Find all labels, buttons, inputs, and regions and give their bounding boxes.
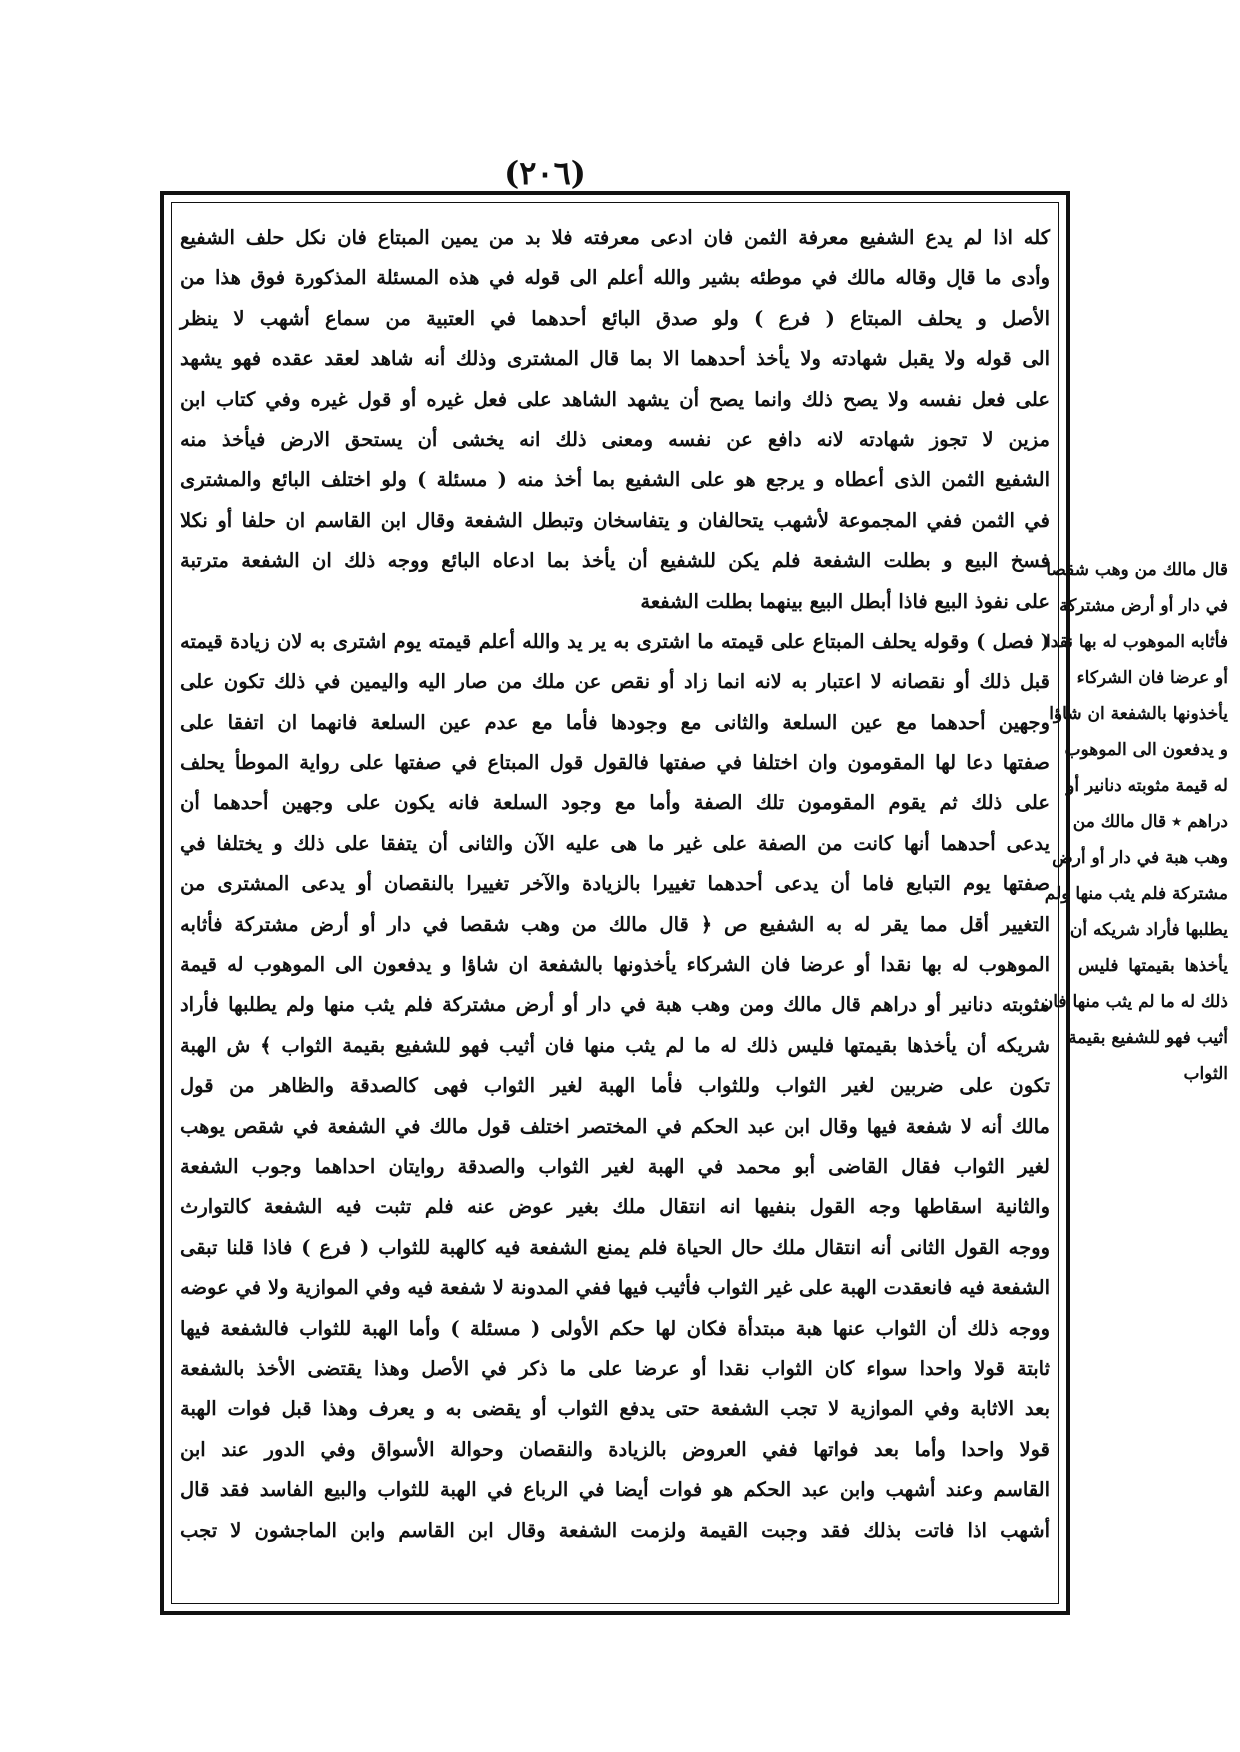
text-line: مالك أنه لا شفعة فيها وقال ابن عبد الحكم في المختصر اختلف قول مالك في الشفعة في شقص يوهب bbox=[180, 1114, 1050, 1138]
margin-note bbox=[1040, 552, 1228, 1092]
margin-note-line: يطلبها فأراد شريكه أن bbox=[1069, 920, 1228, 940]
margin-note-line: له قيمة مثوبته دنانير أو bbox=[1066, 776, 1228, 796]
margin-note-line: قال مالك من وهب شقصا bbox=[1046, 560, 1228, 580]
text-line: القاسم وعند أشهب وابن عبد الحكم هو فوات أيضا في الرباع في الهبة للثواب والبيع الفاسد فقد قال bbox=[180, 1478, 1050, 1502]
text-line: في الثمن ففي المجموعة لأشهب يتحالفان و يتفاسخان وتبطل الشفعة وقال ابن القاسم ان حلفا أو نكلا bbox=[180, 508, 1050, 532]
text-line: وجهين أحدهما مع عين السلعة والثانى مع وجودها فأما مع عدم عين السلعة فانهما ان اتفقا على bbox=[180, 710, 1050, 734]
margin-note-line: يأخذها بقيمتها فليس bbox=[1078, 956, 1228, 976]
text-line: الشفعة فيه فانعقدت الهبة على غير الثواب فأثيب فيها ففي المدونة لا شفعة فيه وفي الموازية ولا في عوضه bbox=[180, 1276, 1050, 1300]
text-line: الموهوب له بها نقدا أو عرضا فان الشركاء يأخذونها بالشفعة ان شاؤا و يدفعون الى الموهوب له قيمة bbox=[180, 953, 1050, 977]
text-line: على نفوذ البيع فاذا أبطل البيع بينهما بطلت الشفعة bbox=[640, 589, 1050, 613]
margin-note-line: الثواب bbox=[1183, 1064, 1228, 1084]
text-line: لغير الثواب فقال القاضى أبو محمد في الهبة لغير الثواب والصدقة روايتان احداهما وجوب الشفعة bbox=[180, 1154, 1050, 1178]
margin-note-line: دراهم ٭ قال مالك من bbox=[1072, 812, 1228, 832]
main-text-block bbox=[180, 218, 1050, 1551]
text-line: على فعل نفسه ولا يصح ذلك وانما يصح أن يشهد الشاهد على فعل غيره أو قول غيره وفي كتاب ابن bbox=[180, 387, 1050, 411]
text-line: مزين لا تجوز شهادته لانه دافع عن نفسه ومعنى ذلك انه يخشى أن يستحق الارض فيأخذ منه bbox=[180, 427, 1050, 451]
margin-note-line: أو عرضا فان الشركاء bbox=[1076, 668, 1228, 688]
margin-note-line: فأثابه الموهوب له بها نقدا bbox=[1045, 632, 1228, 652]
text-line: الشفيع الثمن الذى أعطاه و يرجع هو على الشفيع بما أخذ منه ( مسئلة ) ولو اختلف البائع والمشترى bbox=[180, 468, 1050, 492]
text-line: يدعى أحدهما أنها كانت من الصفة على غير ما هى عليه الآن والثانى أن يتفقا على ذلك و يختلفا في bbox=[180, 831, 1050, 855]
margin-note-line: ذلك له ما لم يثب منها فان bbox=[1040, 992, 1228, 1012]
text-line: قولا واحدا وأما بعد فواتها ففي العروض بالزيادة والنقصان وحوالة الأسواق وفي الدور عند ابن bbox=[180, 1437, 1050, 1461]
margin-note-line: و يدفعون الى الموهوب bbox=[1064, 740, 1228, 760]
text-line: الأصل و يحلف المبتاع ( فرع ) ولو صدق البائع أحدهما في العتبية من سماع أشهب لا ينظر bbox=[180, 306, 1050, 330]
text-line: ثابتة قولا واحدا سواء كان الثواب نقدا أو عرضا على ما ذكر في الأصل وهذا يقتضى الأخذ بالشفعة bbox=[180, 1356, 1050, 1380]
margin-note-line: أثيب فهو للشفيع بقيمة bbox=[1068, 1028, 1228, 1048]
margin-note-line: مشتركة فلم يثب منها ولم bbox=[1044, 884, 1228, 904]
text-line: فسخ البيع و بطلت الشفعة فلم يكن للشفيع أن يأخذ بما ادعاه البائع ووجه ذلك ان الشفعة مترتبة bbox=[180, 549, 1050, 573]
margin-note-line: وهب هبة في دار أو أرض bbox=[1052, 848, 1228, 868]
text-line: بعد الاثابة وفي الموازية لا تجب الشفعة حتى يدفع الثواب أو يقضى به و يعرف وهذا قبل فوات الهبة bbox=[180, 1397, 1050, 1421]
text-line: ( فصل ) وقوله يحلف المبتاع على قيمته ما اشترى به ير يد والله أعلم قيمته يوم اشترى به لان زيادة قيمته bbox=[180, 629, 1050, 653]
text-line: على ذلك ثم يقوم المقومون تلك الصفة وأما مع وجود السلعة فانه يكون على وجهين أحدهما أن bbox=[180, 791, 1050, 815]
text-line: الى قوله ولا يقبل شهادته ولا يأخذ أحدهما الا بما قال المشترى وذلك أنه شاهد لعقد عقده فهو يشهد bbox=[180, 347, 1050, 371]
text-line: مثوبته دنانير أو دراهم قال مالك ومن وهب هبة في دار أو أرض مشتركة فلم يثب منها ولم يطلبها فأراد bbox=[180, 993, 1050, 1017]
text-line: والثانية اسقاطها وجه القول بنفيها انه انتقال ملك بغير عوض عنه فلم تثبت فيه الشفعة كالتوارث bbox=[180, 1195, 1050, 1219]
text-line: قبل ذلك أو نقصانه لا اعتبار به لانه انما زاد أو نقص عن ملك من صار اليه واليمين في ذلك تكون على bbox=[180, 670, 1050, 694]
text-line: ووجه القول الثانى أنه انتقال ملك حال الحياة فلم يمنع الشفعة فيه كالهبة للثواب ( فرع ) فاذا قلنا تبقى bbox=[180, 1235, 1050, 1259]
text-line: وأدى ما قال وقاله مالك في موطئه بشير والله أعلم الى قوله في هذه المسئلة المذكورة فوق هذا من bbox=[180, 266, 1050, 290]
text-line: تكون على ضربين لغير الثواب وللثواب فأما الهبة لغير الثواب فهى كالصدقة والظاهر من قول bbox=[180, 1074, 1050, 1098]
text-line: أشهب اذا فاتت بذلك فقد وجبت القيمة ولزمت الشفعة وقال ابن القاسم وابن الماجشون لا تجب bbox=[180, 1518, 1050, 1542]
page-number: (٢٠٦) bbox=[504, 154, 586, 192]
text-line: ووجه ذلك أن الثواب عنها هبة مبتدأة فكان لها حكم الأولى ( مسئلة ) وأما الهبة للثواب فالشفعة فيها bbox=[180, 1316, 1050, 1340]
margin-note-line: يأخذونها بالشفعة ان شاؤا bbox=[1049, 704, 1228, 724]
text-line: صفتها يوم التبايع فاما أن يدعى أحدهما تغييرا بالزيادة والآخر تغييرا بالنقصان أو يدعى المشترى من bbox=[180, 872, 1050, 896]
text-line: التغيير أقل مما يقر له به الشفيع ص ﴿ قال مالك من وهب شقصا في دار أو أرض مشتركة فأثابه bbox=[180, 912, 1050, 936]
text-line: صفتها دعا لها المقومون وان اختلفا في صفتها فالقول قول المبتاع في صفتها على رواية الموطأ يحلف bbox=[180, 751, 1050, 775]
text-line: شريكه أن يأخذها بقيمتها فليس ذلك له ما لم يثب منها فان أثيب فهو للشفيع بقيمة الثواب ﴾ ش الهبة bbox=[180, 1033, 1050, 1057]
margin-note-line: في دار أو أرض مشتركة bbox=[1059, 596, 1228, 616]
text-line: كله اذا لم يدع الشفيع معرفة الثمن فان ادعى معرفته فلا بد من يمين المبتاع فان نكل حلف الشفيع bbox=[180, 226, 1050, 249]
